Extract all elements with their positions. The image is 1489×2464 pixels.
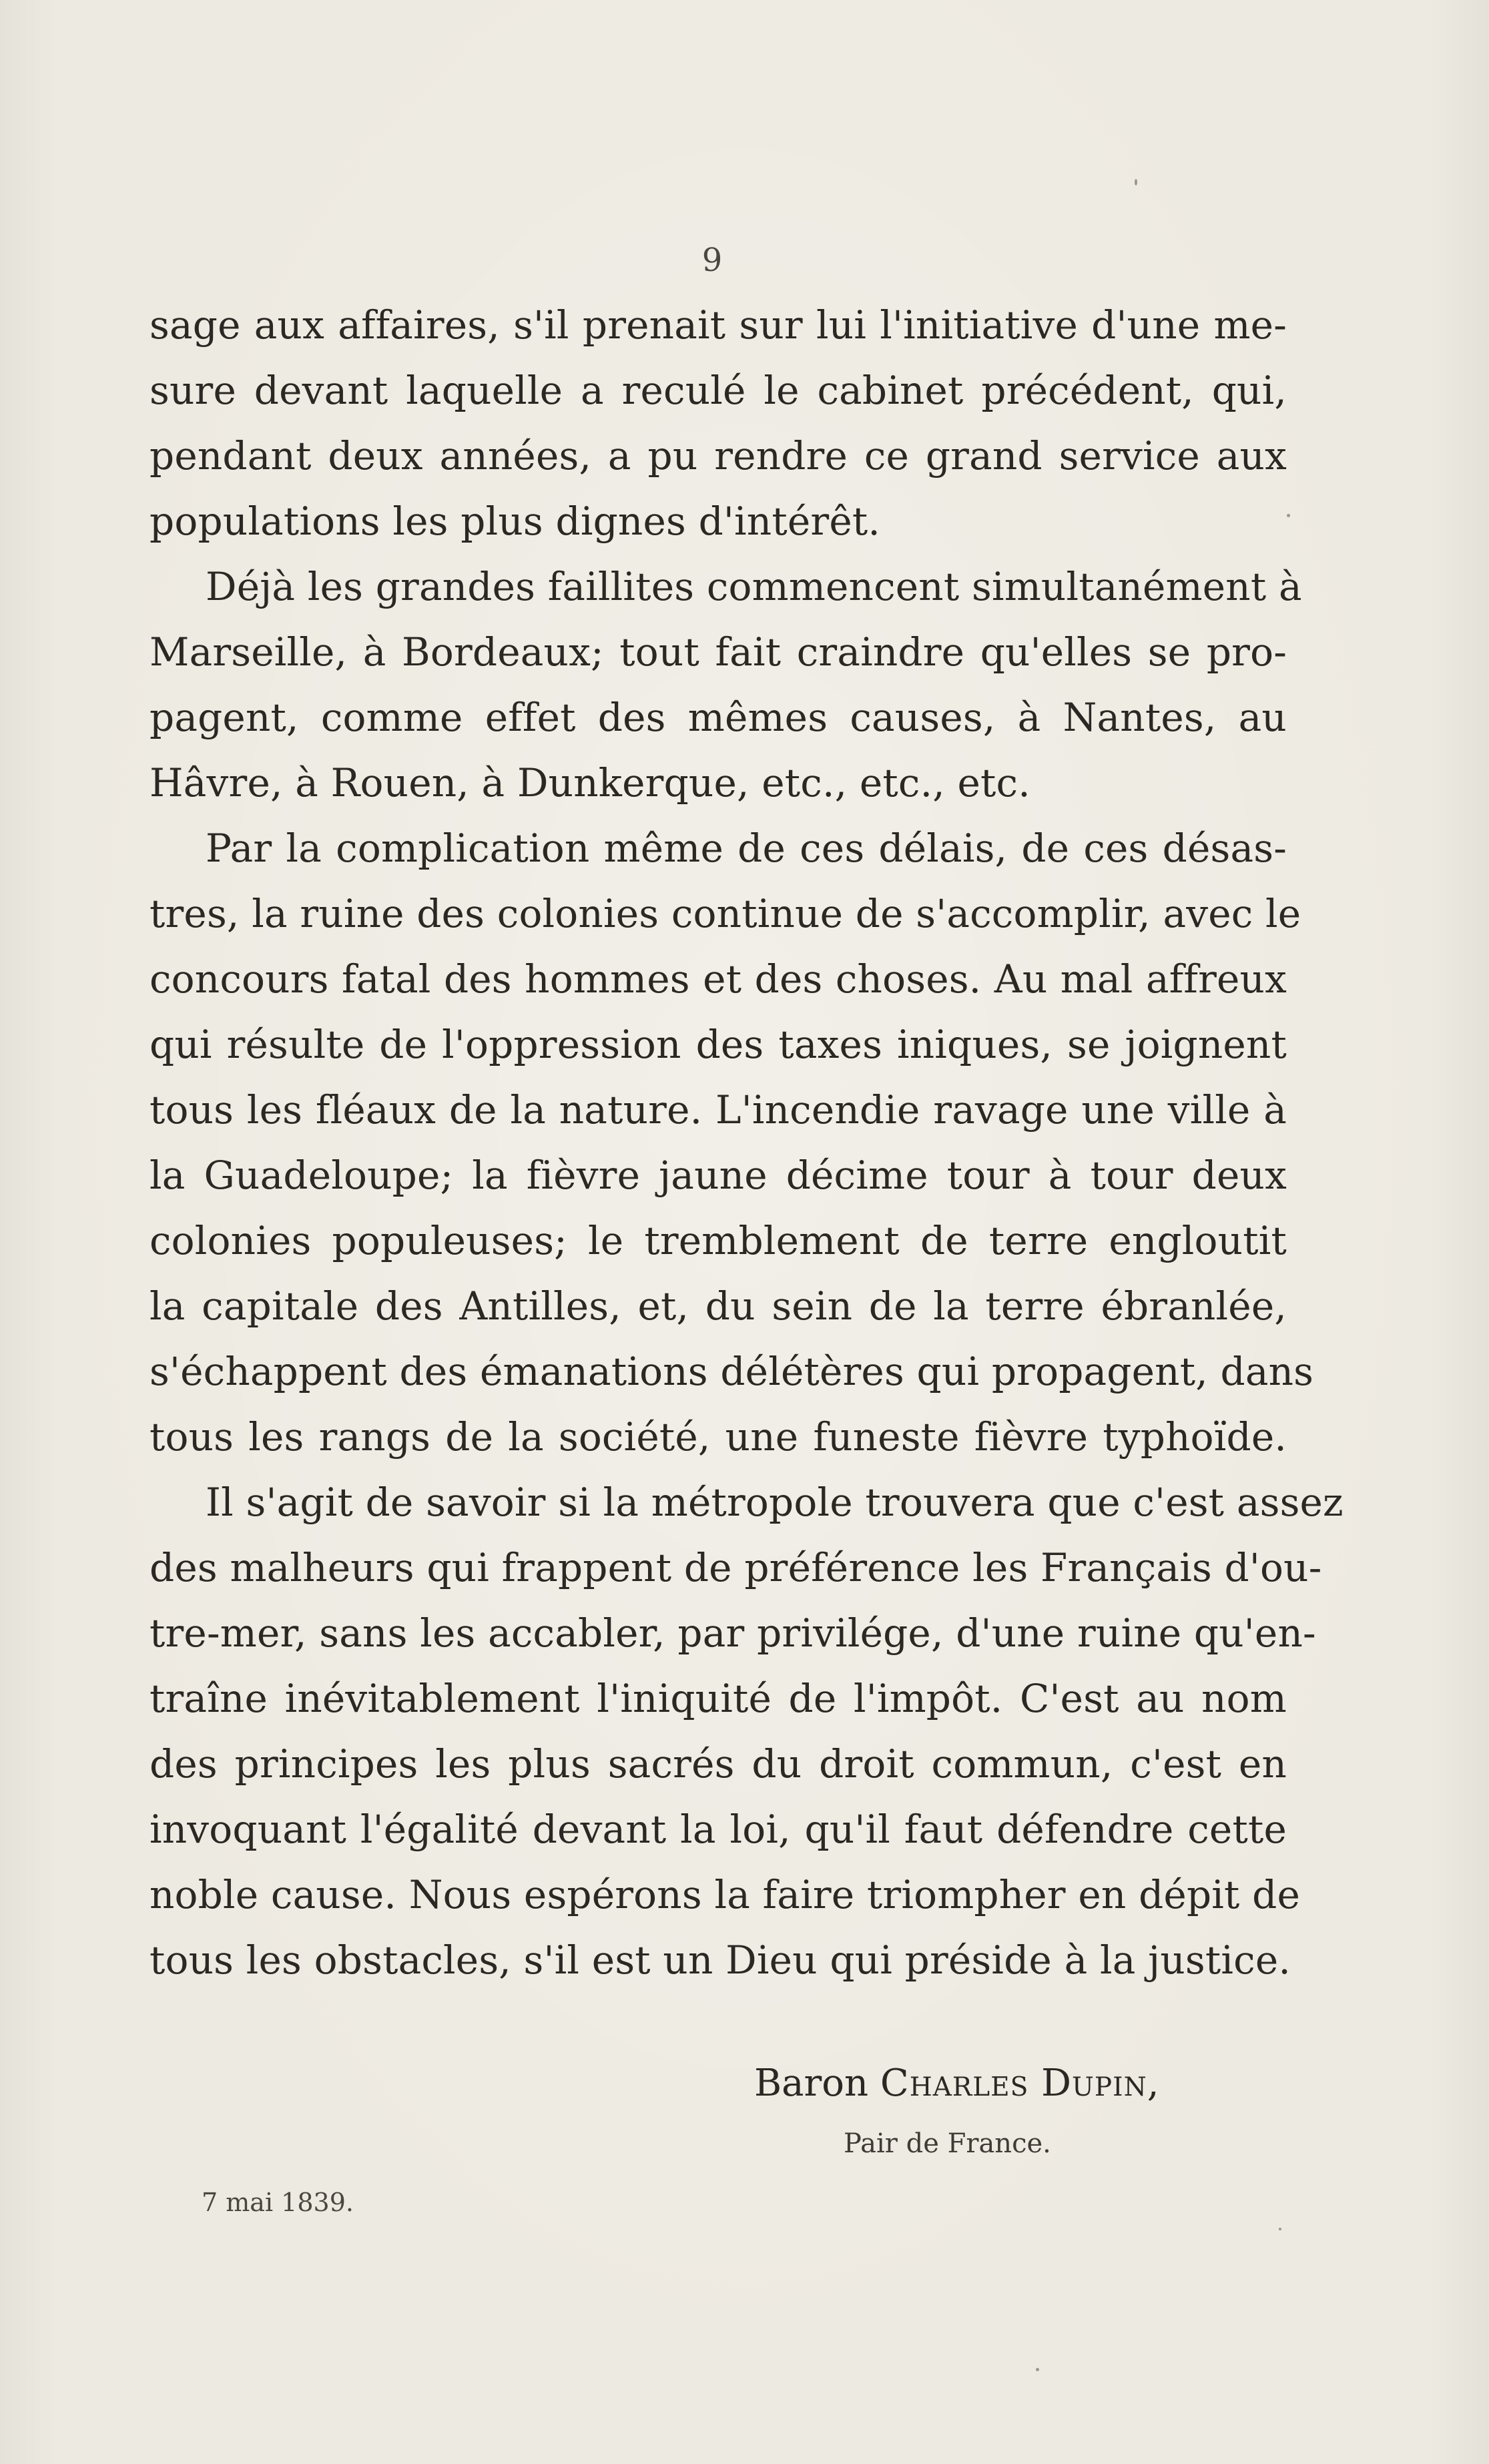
text-line: Hâvre, à Rouen, à Dunkerque, etc., etc., etc. [150,760,1030,806]
text-line: traîne inévitablement l'iniquité de l'impôt. C'est au nom [150,1676,1287,1721]
paper-speck [1287,514,1290,517]
author-signature [754,2057,1159,2110]
text-line: tous les obstacles, s'il est un Dieu qui préside à la justice. [150,1937,1291,1983]
text-line: concours fatal des hommes et des choses. Au mal affreux [150,956,1287,1002]
text-line: noble cause. Nous espérons la faire triompher en dépit de [150,1872,1301,1917]
text-line: pendant deux années, a pu rendre ce grand service aux [150,433,1287,479]
text-line: la capitale des Antilles, et, du sein de la terre ébranlée, [150,1283,1287,1329]
text-line: colonies populeuses; le tremblement de terre engloutit [150,1218,1287,1263]
text-line: sure devant laquelle a reculé le cabinet précédent, qui, [150,368,1287,413]
text-line: Par la complication même de ces délais, de ces désas- [206,826,1287,871]
signature-suffix: , [1147,2062,1159,2105]
text-line: des malheurs qui frappent de préférence les Français d'ou- [150,1545,1322,1590]
text-line: tous les fléaux de la nature. L'incendie ravage une ville à [150,1087,1287,1133]
text-line: la Guadeloupe; la fièvre jaune décime tour à tour deux [150,1153,1287,1198]
text-line: Il s'agit de savoir si la métropole trouvera que c'est assez [206,1480,1344,1525]
text-line: qui résulte de l'oppression des taxes iniques, se joignent [150,1022,1287,1067]
text-line: tous les rangs de la société, une funeste fièvre typhoïde. [150,1414,1287,1460]
text-line: Déjà les grandes faillites commencent simultanément à [206,564,1302,609]
text-line: tres, la ruine des colonies continue de s'accomplir, avec le [150,891,1301,936]
document-date: 7 mai 1839. [202,2188,354,2217]
text-line: s'échappent des émanations délétères qui propagent, dans [150,1349,1314,1394]
text-line: Marseille, à Bordeaux; tout fait craindre qu'elles se pro- [150,629,1287,675]
page-number: 9 [701,242,723,279]
text-line: pagent, comme effet des mêmes causes, à Nantes, au [150,695,1287,740]
text-line: populations les plus dignes d'intérêt. [150,499,880,544]
text-line: tre-mer, sans les accabler, par privilége, d'une ruine qu'en- [150,1610,1316,1656]
signature-name: Charles Dupin [880,2062,1147,2105]
body-text [150,292,1344,1993]
signature-prefix: Baron [754,2062,880,2105]
text-line: des principes les plus sacrés du droit commun, c'est en [150,1741,1287,1787]
text-line: sage aux affaires, s'il prenait sur lui l'initiative d'une me- [150,302,1287,348]
paper-speck [1135,179,1137,186]
paper-speck [1036,2368,1039,2371]
text-line: invoquant l'égalité devant la loi, qu'il faut défendre cette [150,1807,1287,1852]
author-title: Pair de France. [844,2128,1051,2159]
paper-speck [1279,2228,1281,2230]
